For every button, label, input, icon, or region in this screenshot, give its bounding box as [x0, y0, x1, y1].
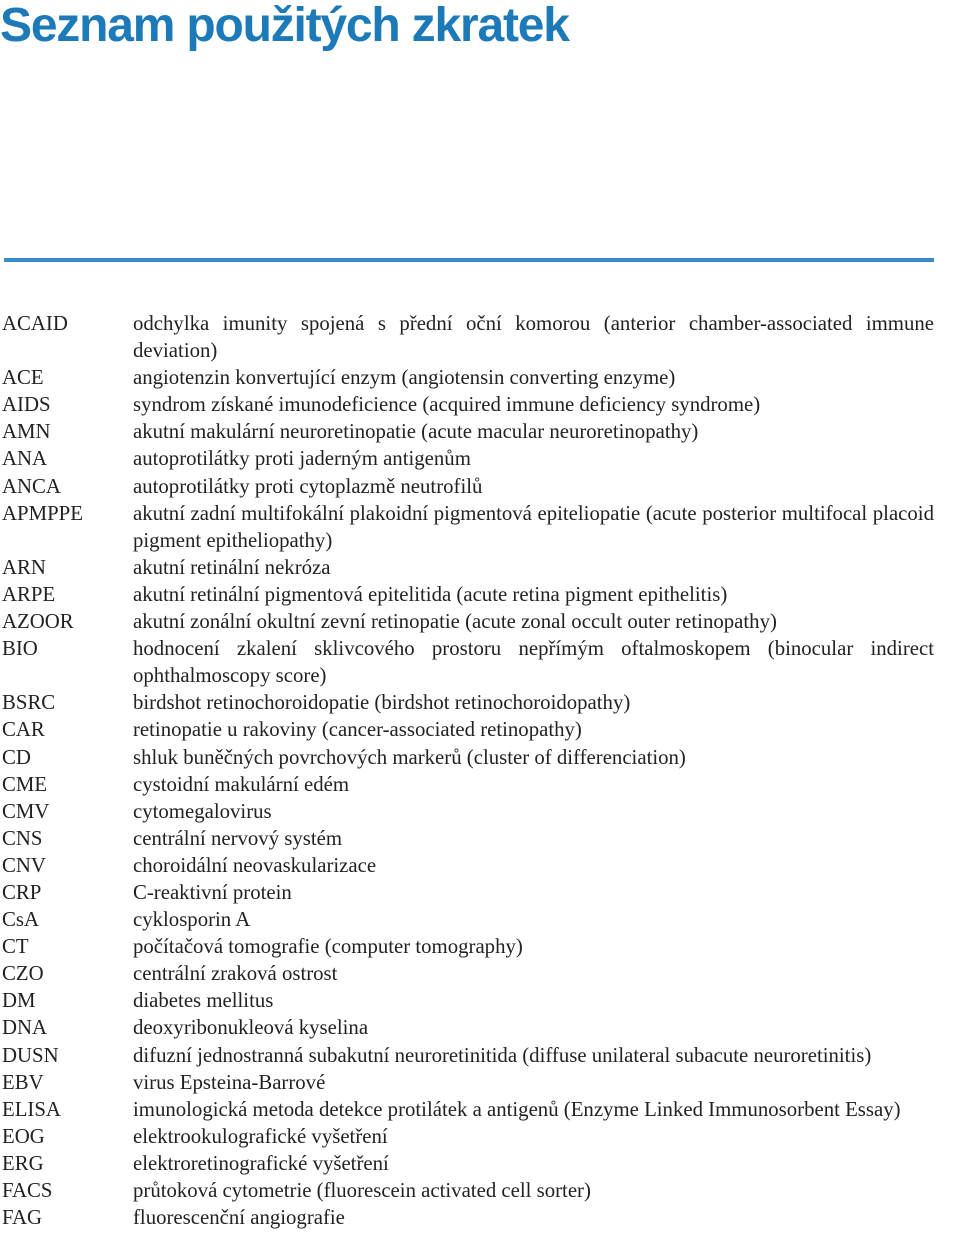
- abbreviation-description: fluorescenční angiografie: [133, 1206, 345, 1230]
- abbreviation-code: ERG: [2, 1151, 44, 1175]
- abbreviation-code: FAG: [2, 1206, 43, 1230]
- abbreviation-row: [0, 391, 934, 418]
- abbreviation-row: [0, 960, 934, 987]
- abbreviation-row: [0, 771, 934, 798]
- abbreviation-description: virus Epsteina-Barrové: [133, 1070, 326, 1094]
- abbreviation-code: EOG: [2, 1124, 45, 1148]
- abbreviation-row: [0, 554, 934, 581]
- abbreviation-code: CME: [2, 772, 48, 796]
- abbreviation-code: CAR: [2, 718, 45, 742]
- abbreviation-row: [0, 418, 934, 445]
- abbreviation-code: ELISA: [2, 1097, 61, 1121]
- abbreviation-description: akutní zonální okultní zevní retinopatie (acute zonal occult outer retinopathy): [133, 610, 777, 634]
- abbreviation-description: cystoidní makulární edém: [133, 772, 350, 796]
- abbreviation-row: [0, 879, 934, 906]
- abbreviation-description: cytomegalovirus: [133, 799, 272, 823]
- abbreviation-description: akutní retinální nekróza: [133, 555, 331, 579]
- abbreviation-code: APMPPE: [2, 501, 83, 525]
- abbreviation-description: imunologická metoda detekce protilátek a antigenů (Enzyme Linked Immunosorbent Essay): [133, 1097, 901, 1121]
- abbreviation-code: DNA: [2, 1016, 48, 1040]
- abbreviation-code: AIDS: [2, 393, 51, 417]
- abbreviation-code: CNS: [2, 826, 43, 850]
- abbreviation-row: [0, 1014, 934, 1041]
- abbreviation-row: [0, 608, 934, 635]
- abbreviation-description: cyklosporin A: [133, 908, 251, 932]
- abbreviation-description: centrální nervový systém: [133, 826, 343, 850]
- abbreviation-code: CT: [2, 935, 29, 959]
- abbreviation-code: ANA: [2, 447, 48, 471]
- abbreviation-description: autoprotilátky proti jaderným antigenům: [133, 447, 471, 471]
- abbreviation-code: ACE: [2, 366, 44, 390]
- abbreviation-code: CMV: [2, 799, 50, 823]
- abbreviation-row: [0, 1150, 934, 1177]
- abbreviation-list: [0, 310, 934, 1231]
- abbreviation-description: birdshot retinochoroidopatie (birdshot retinochoroidopathy): [133, 691, 631, 715]
- abbreviation-code: ARPE: [2, 582, 56, 606]
- abbreviation-row: [0, 744, 934, 771]
- abbreviation-row: [0, 581, 934, 608]
- abbreviation-code: ACAID: [2, 312, 68, 335]
- abbreviation-description: průtoková cytometrie (fluorescein activated cell sorter): [133, 1179, 591, 1202]
- abbreviation-row: [0, 987, 934, 1014]
- abbreviation-description: shluk buněčných povrchových markerů (cluster of differenciation): [133, 745, 686, 769]
- abbreviation-code: CsA: [2, 908, 39, 932]
- abbreviation-description: centrální zraková ostrost: [133, 962, 338, 986]
- abbreviation-row: [0, 1177, 934, 1204]
- abbreviation-row: [0, 906, 934, 933]
- abbreviation-row: [0, 716, 934, 743]
- abbreviation-code: ARN: [2, 555, 46, 579]
- abbreviation-description: akutní retinální pigmentová epitelitida (acute retina pigment epithelitis): [133, 582, 728, 606]
- abbreviation-row: [0, 1123, 934, 1150]
- abbreviation-row: [0, 1042, 934, 1069]
- abbreviation-description: C-reaktivní protein: [133, 880, 292, 904]
- abbreviation-code: EBV: [2, 1070, 44, 1094]
- abbreviation-description: hodnocení zkalení sklivcového prostoru nepřímým oftalmoskopem (binocular indirect ophthalmoscopy score): [133, 637, 934, 688]
- abbreviation-description: akutní zadní multifokální plakoidní pigmentová epiteliopatie (acute posterior multifocal placoid pigment epitheliopathy): [133, 501, 934, 552]
- abbreviation-description: difuzní jednostranná subakutní neuroretinitida (diffuse unilateral subacute neuroretinitis): [133, 1043, 872, 1067]
- abbreviation-description: odchylka imunity spojená s přední oční komorou (anterior chamber-associated immune deviation): [133, 312, 934, 363]
- abbreviation-description: počítačová tomografie (computer tomography): [133, 935, 523, 959]
- abbreviation-row: [0, 635, 934, 689]
- abbreviation-code: CNV: [2, 853, 46, 877]
- abbreviation-description: choroidální neovaskularizace: [133, 853, 377, 877]
- abbreviation-code: AZOOR: [2, 610, 74, 634]
- abbreviation-row: [0, 445, 934, 472]
- abbreviation-row: [0, 1069, 934, 1096]
- abbreviation-description: elektrookulografické vyšetření: [133, 1124, 388, 1148]
- abbreviation-description: retinopatie u rakoviny (cancer-associated retinopathy): [133, 718, 582, 742]
- abbreviation-row: [0, 473, 934, 500]
- abbreviation-row: [0, 852, 934, 879]
- abbreviation-row: [0, 1204, 934, 1231]
- abbreviation-description: deoxyribonukleová kyselina: [133, 1016, 369, 1040]
- abbreviation-code: CZO: [2, 962, 44, 986]
- page-title: Seznam použitých zkratek: [0, 0, 569, 52]
- abbreviation-description: autoprotilátky proti cytoplazmě neutrofilů: [133, 474, 483, 498]
- abbreviation-description: angiotenzin konvertující enzym (angiotensin converting enzyme): [133, 366, 676, 390]
- abbreviation-code: DUSN: [2, 1043, 59, 1067]
- abbreviation-row: [0, 689, 934, 716]
- abbreviation-code: BIO: [2, 637, 38, 661]
- abbreviation-row: [0, 1096, 934, 1123]
- abbreviation-row: [0, 364, 934, 391]
- abbreviation-description: diabetes mellitus: [133, 989, 274, 1013]
- abbreviation-code: FACS: [2, 1179, 53, 1202]
- abbreviation-row: [0, 310, 934, 364]
- abbreviation-code: DM: [2, 989, 36, 1013]
- abbreviation-code: ANCA: [2, 474, 61, 498]
- abbreviation-row: [0, 798, 934, 825]
- abbreviation-code: CD: [2, 745, 31, 769]
- abbreviation-code: BSRC: [2, 691, 56, 715]
- abbreviation-description: syndrom získané imunodeficience (acquired immune deficiency syndrome): [133, 393, 761, 417]
- abbreviation-description: elektroretinografické vyšetření: [133, 1151, 389, 1175]
- abbreviation-code: AMN: [2, 420, 51, 444]
- abbreviation-description: akutní makulární neuroretinopatie (acute macular neuroretinopathy): [133, 420, 699, 444]
- abbreviation-row: [0, 825, 934, 852]
- abbreviation-row: [0, 500, 934, 554]
- abbreviation-row: [0, 933, 934, 960]
- title-divider: [4, 258, 934, 262]
- abbreviation-code: CRP: [2, 880, 42, 904]
